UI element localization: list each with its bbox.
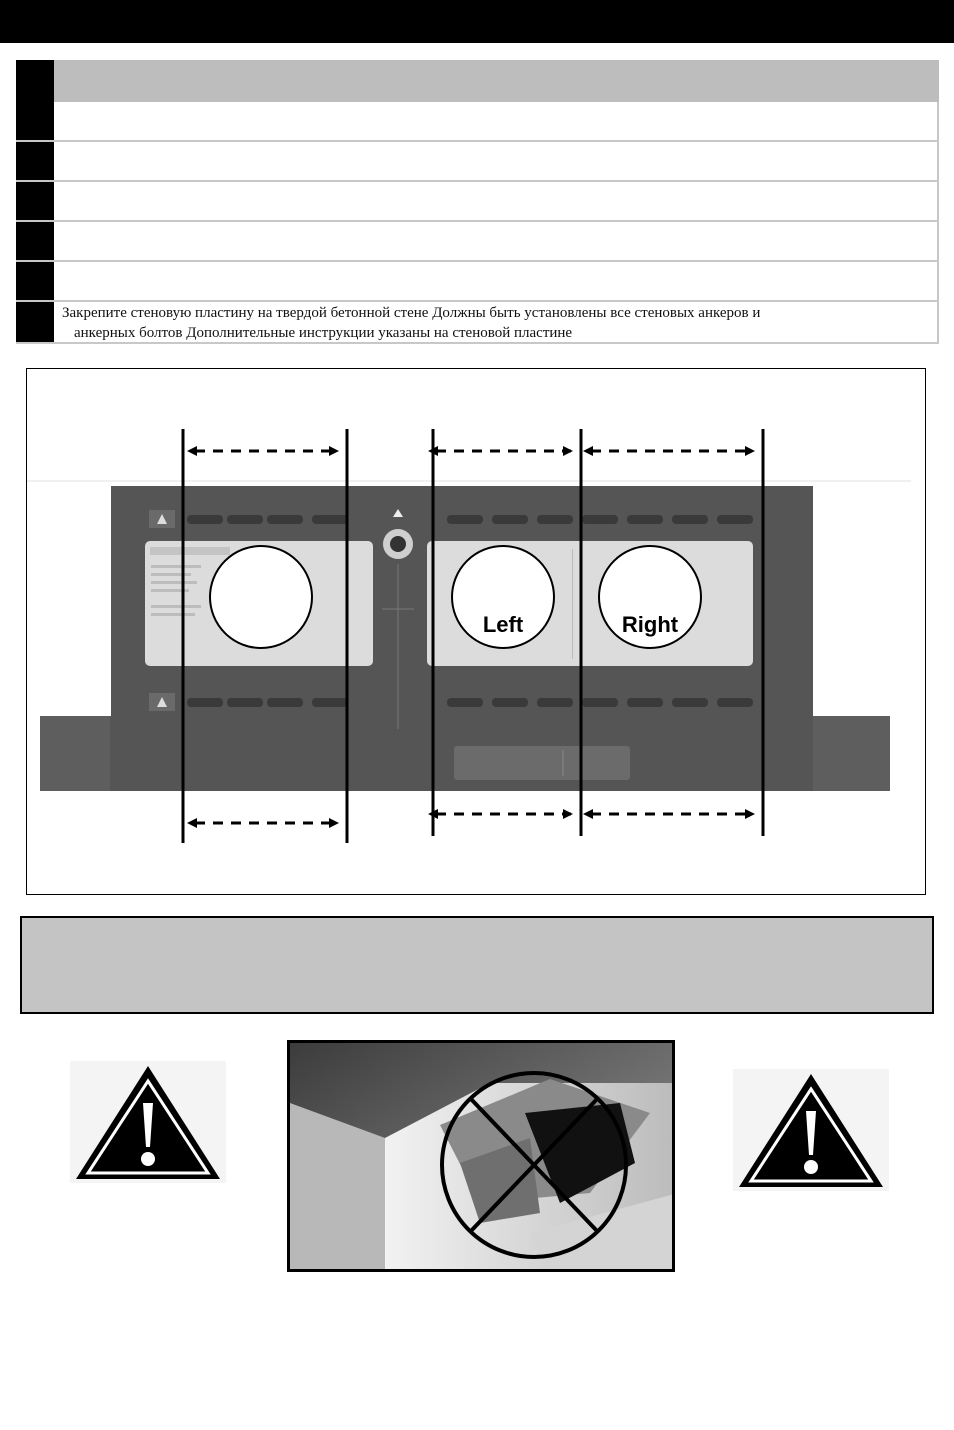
step-text-cell xyxy=(54,182,939,220)
note-box xyxy=(20,916,934,1014)
step-number-cell xyxy=(16,60,54,102)
step-row-wall-plate xyxy=(16,302,939,344)
warning-triangle-icon xyxy=(733,1069,889,1191)
step-number-cell xyxy=(16,222,54,260)
label-left: Left xyxy=(482,612,524,637)
step-text-line-1: Закрепите стеновую пластину на твердой бетонной стене Должны быть установлены все стеновых анкеров и xyxy=(62,305,761,321)
step-row xyxy=(16,142,939,182)
step-number-cell xyxy=(16,302,54,342)
step-text-line-2: анкерных болтов Дополнительные инструкции указаны на стеновой пластине xyxy=(74,325,573,341)
step-row xyxy=(16,102,939,142)
callout-circle-center xyxy=(210,546,312,648)
step-number-cell xyxy=(16,142,54,180)
wall-plate-drawing xyxy=(27,369,926,895)
warning-triangle-icon xyxy=(70,1061,226,1183)
step-row xyxy=(16,262,939,302)
step-text-cell xyxy=(54,262,939,300)
steps-table-header xyxy=(16,60,939,102)
step-number-cell xyxy=(16,262,54,300)
header-cell xyxy=(54,60,939,102)
step-number-cell xyxy=(16,182,54,220)
step-text-cell xyxy=(54,222,939,260)
step-text-cell xyxy=(54,302,939,342)
step-text-cell xyxy=(54,102,939,140)
incorrect-mounting-photo xyxy=(287,1040,675,1272)
wall-plate-diagram xyxy=(26,368,926,895)
label-right: Right xyxy=(621,612,679,637)
step-number-cell xyxy=(16,102,54,140)
step-row xyxy=(16,222,939,262)
step-text-cell xyxy=(54,142,939,180)
top-header-bar xyxy=(0,0,954,43)
step-row xyxy=(16,182,939,222)
steps-table xyxy=(16,60,939,344)
